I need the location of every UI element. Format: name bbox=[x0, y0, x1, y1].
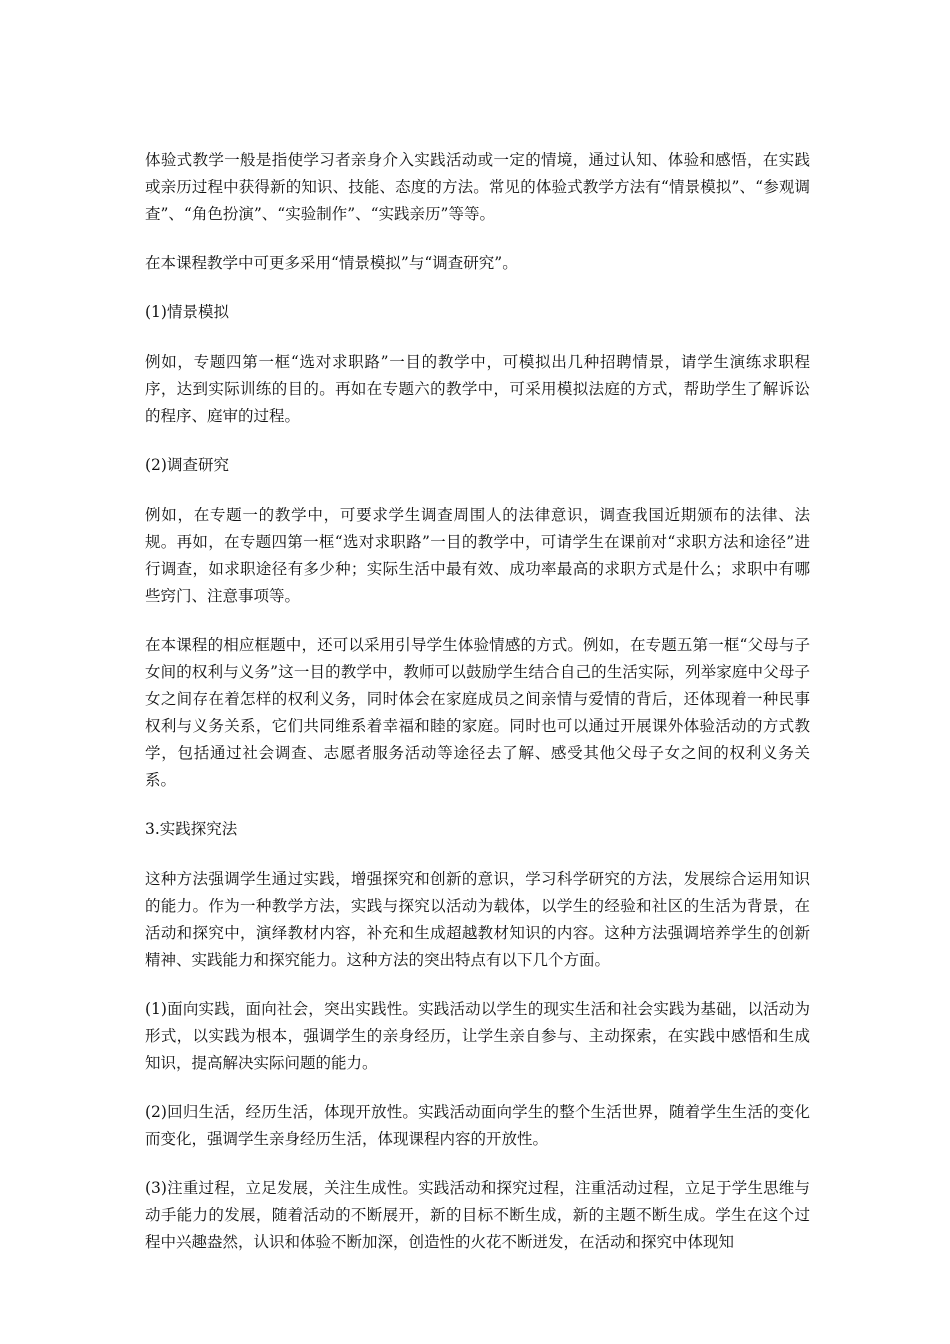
method-summary-paragraph: 在本课程教学中可更多采用“情景模拟”与“调查研究”。 bbox=[145, 254, 518, 272]
feature-3-paragraph: (3)注重过程，立足发展，关注生成性。实践活动和探究过程，注重活动过程，立足于学生思维与动手能力的发展，随着活动的不断展开，新的目标不断生成，新的主题不断生成。学生在这个过程中兴趣盎然，认识和体验不断加深，创造性的火花不断迸发，在活动和探究中体现知 bbox=[145, 1179, 810, 1251]
subheading-survey-research: (2)调查研究 bbox=[145, 456, 229, 474]
subheading-scenario-simulation: (1)情景模拟 bbox=[145, 303, 229, 321]
intro-paragraph: 体验式教学一般是指使学习者亲身介入实践活动或一定的情境，通过认知、体验和感悟，在实践或亲历过程中获得新的知识、技能、态度的方法。常见的体验式教学方法有“情景模拟”、“参观调查”、“角色扮演”、“实验制作”、“实践亲历”等等。 bbox=[145, 151, 810, 223]
survey-example-paragraph: 例如，在专题一的教学中，可要求学生调查周围人的法律意识，调查我国近期颁布的法律、法规。再如，在专题四第一框“选对求职路”一目的教学中，可请学生在课前对“求职方法和途径”进行调查，如求职途径有多少种；实际生活中最有效、成功率最高的求职方式是什么；求职中有哪些窍门、注意事项等。 bbox=[145, 506, 810, 605]
emotion-experience-paragraph: 在本课程的相应框题中，还可以采用引导学生体验情感的方式。例如，在专题五第一框“父母与子女间的权利与义务”这一目的教学中，教师可以鼓励学生结合自己的生活实际，列举家庭中父母子女之间存在着怎样的权利义务，同时体会在家庭成员之间亲情与爱情的背后，还体现着一种民事权利与义务关系，它们共同维系着幸福和睦的家庭。同时也可以通过开展课外体验活动的方式教学，包括通过社会调查、志愿者服务活动等途径去了解、感受其他父母子女之间的权利义务关系。 bbox=[145, 636, 810, 789]
document-body bbox=[145, 147, 810, 1278]
section-heading-practice-inquiry: 3.实践探究法 bbox=[145, 820, 238, 838]
practice-inquiry-paragraph: 这种方法强调学生通过实践，增强探究和创新的意识，学习科学研究的方法，发展综合运用知识的能力。作为一种教学方法，实践与探究以活动为载体，以学生的经验和社区的生活为背景，在活动和探究中，演绎教材内容，补充和生成超越教材知识的内容。这种方法强调培养学生的创新精神、实践能力和探究能力。这种方法的突出特点有以下几个方面。 bbox=[145, 870, 810, 969]
feature-1-paragraph: (1)面向实践，面向社会，突出实践性。实践活动以学生的现实生活和社会实践为基础，以活动为形式，以实践为根本，强调学生的亲身经历，让学生亲自参与、主动探索，在实践中感悟和生成知识，提高解决实际问题的能力。 bbox=[145, 1000, 810, 1072]
feature-2-paragraph: (2)回归生活，经历生活，体现开放性。实践活动面向学生的整个生活世界，随着学生生活的变化而变化，强调学生亲身经历生活，体现课程内容的开放性。 bbox=[145, 1103, 810, 1148]
scenario-example-paragraph: 例如，专题四第一框“选对求职路”一目的教学中，可模拟出几种招聘情景，请学生演练求职程序，达到实际训练的目的。再如在专题六的教学中，可采用模拟法庭的方式，帮助学生了解诉讼的程序、庭审的过程。 bbox=[145, 353, 810, 425]
